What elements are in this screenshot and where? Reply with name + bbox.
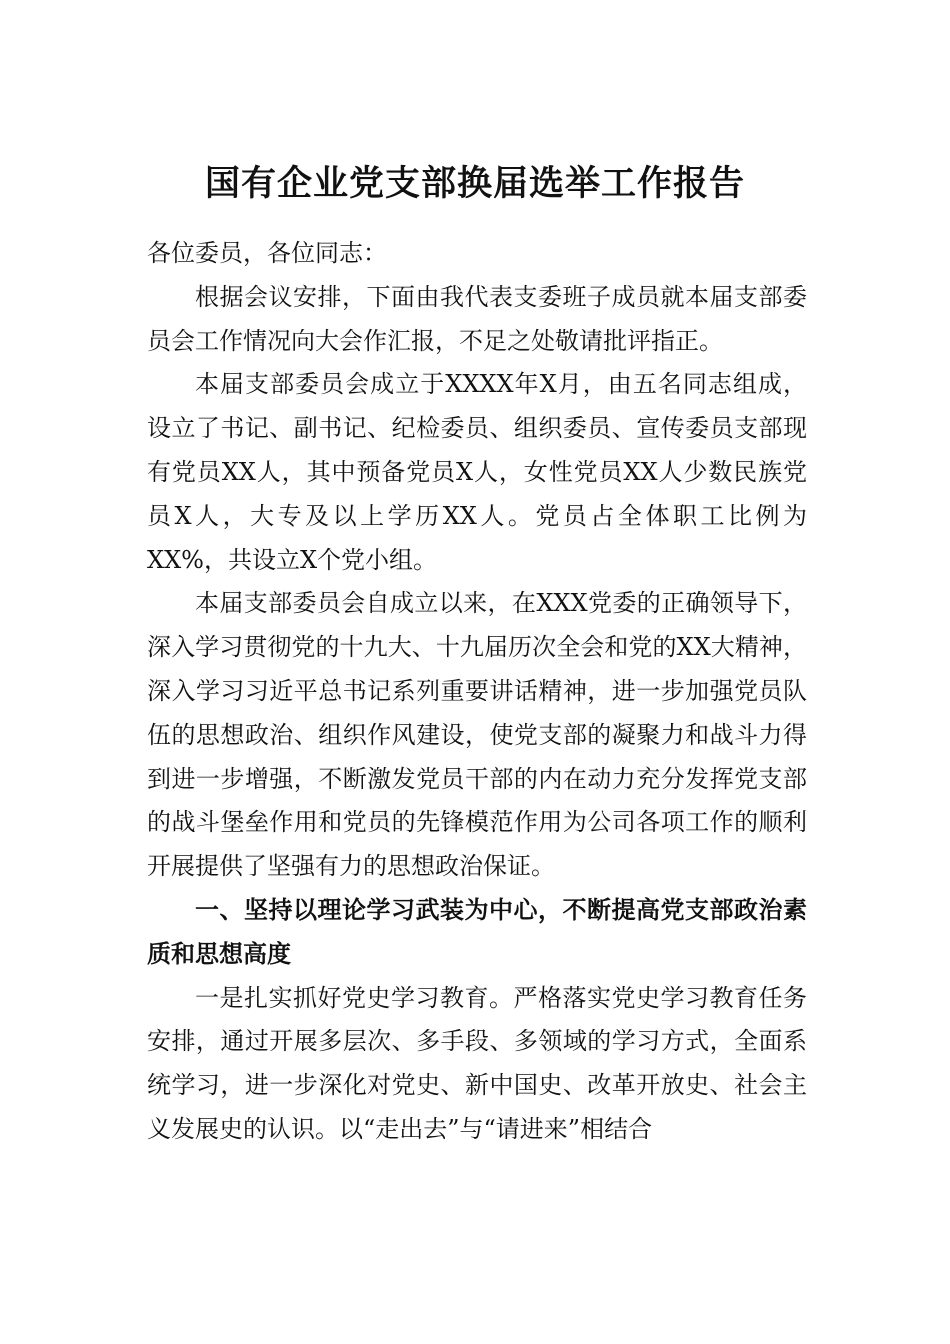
paragraph-committee-composition: 本届支部委员会成立于XXXX年X月，由五名同志组成，设立了书记、副书记、纪检委员、组织委员、宣传委员支部现有党员XX人，其中预备党员X人，女性党员XX人少数民族党员X人，大专及以上学历XX人。党员占全体职工比例为XX%，共设立X个党小组。 bbox=[147, 370, 807, 574]
document-body bbox=[147, 232, 807, 1152]
paragraph-achievements: 本届支部委员会自成立以来，在XXX党委的正确领导下，深入学习贯彻党的十九大、十九届历次全会和党的XX大精神，深入学习习近平总书记系列重要讲话精神，进一步加强党员队伍的思想政治、组织作风建设，使党支部的凝聚力和战斗力得到进一步增强，不断激发党员干部的内在动力充分发挥党支部的战斗堡垒作用和党员的先锋模范作用为公司各项工作的顺利开展提供了坚强有力的思想政治保证。 bbox=[147, 589, 807, 881]
paragraph-party-history-study: 一是扎实抓好党史学习教育。严格落实党史学习教育任务安排，通过开展多层次、多手段、多领域的学习方式，全面系统学习，进一步深化对党史、新中国史、改革开放史、社会主义发展史的认识。以“走出去”与“请进来”相结合 bbox=[147, 983, 807, 1143]
paragraph-intro: 根据会议安排，下面由我代表支委班子成员就本届支部委员会工作情况向大会作汇报，不足之处敬请批评指正。 bbox=[147, 282, 807, 355]
section-heading: 一、坚持以理论学习武装为中心，不断提高党支部政治素质和思想高度 bbox=[147, 895, 807, 968]
document-title: 国有企业党支部换届选举工作报告 bbox=[204, 163, 745, 204]
salutation: 各位委员，各位同志： bbox=[147, 239, 387, 267]
